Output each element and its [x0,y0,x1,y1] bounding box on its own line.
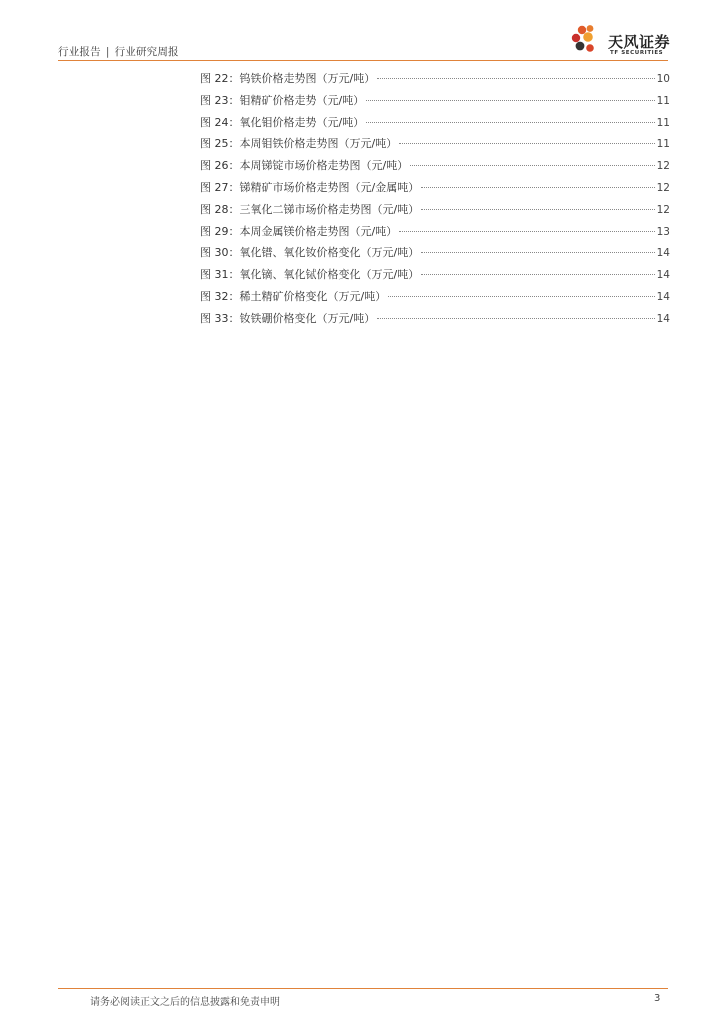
toc-dot-leader [421,209,654,210]
toc-dot-leader [410,165,654,166]
toc-entry[interactable] [200,177,670,199]
toc-entry-label: 图 27：锑精矿市场价格走势图（元/金属吨） [200,180,420,194]
toc-dot-leader [399,143,654,144]
toc-dot-leader [421,274,654,275]
toc-entry-label: 图 22：钨铁价格走势图（万元/吨） [200,72,376,85]
toc-entry[interactable] [200,286,670,308]
report-category [58,44,179,59]
toc-entry-label: 图 32：稀土精矿价格变化（万元/吨） [200,289,387,303]
toc-dot-leader [399,231,654,232]
header-divider [58,60,668,61]
toc-entry-page: 12 [656,160,670,173]
toc-entry-page: 14 [656,269,670,282]
toc-entry-page: 11 [656,94,670,107]
toc-entry[interactable] [200,264,670,286]
toc-dot-leader [421,252,654,253]
toc-entry-label: 图 28：三氧化二锑市场价格走势图（元/吨） [200,202,420,216]
page-header [0,0,724,64]
toc-entry-label: 图 29：本周金属镁价格走势图（元/吨） [200,224,398,238]
toc-dot-leader [388,296,654,297]
toc-entry-label: 图 33：钕铁硼价格变化（万元/吨） [200,311,376,325]
logo-chinese-name: 天风证券 [608,33,671,51]
toc-entry-page: 14 [656,290,670,303]
toc-entry-label: 图 25：本周钼铁价格走势图（万元/吨） [200,137,398,151]
toc-entry-page: 11 [656,116,670,129]
header-separator: | [105,46,110,58]
toc-dot-leader [366,122,654,123]
toc-entry-page: 12 [656,181,670,194]
toc-entry[interactable] [200,155,670,177]
toc-entry-page: 11 [656,138,670,151]
toc-entry[interactable] [200,242,670,264]
toc-entry[interactable] [200,68,670,90]
toc-entry-label: 图 23：钼精矿价格走势（元/吨） [200,93,365,107]
toc-entry[interactable] [200,221,670,243]
toc-entry-page: 10 [656,73,670,85]
toc-dot-leader [366,100,654,101]
tf-securities-logo [568,22,678,58]
toc-entry-label: 图 24：氧化钼价格走势（元/吨） [200,115,365,129]
figure-table-of-contents [200,68,670,330]
toc-entry-page: 14 [656,247,670,260]
toc-entry-label: 图 30：氧化镨、氧化钕价格变化（万元/吨） [200,246,420,260]
toc-dot-leader [421,187,654,188]
toc-entry[interactable] [200,133,670,155]
report-type: 行业报告 [58,46,101,58]
tf-securities-logo-icon [568,22,604,58]
toc-entry[interactable] [200,199,670,221]
page-number: 3 [654,993,661,1004]
toc-entry-label: 图 31：氧化镝、氧化铽价格变化（万元/吨） [200,268,420,282]
toc-entry-page: 12 [656,203,670,216]
toc-entry-label: 图 26：本周锑锭市场价格走势图（元/吨） [200,159,409,173]
toc-entry[interactable] [200,308,670,330]
footer-divider [58,988,668,989]
logo-english-name: TF SECURITIES [610,50,664,56]
toc-entry-page: 14 [656,312,670,325]
footer-disclaimer: 请务必阅读正文之后的信息披露和免责申明 [90,997,280,1008]
toc-entry-page: 13 [656,225,670,238]
toc-entry[interactable] [200,112,670,134]
toc-dot-leader [377,78,654,79]
report-subtype: 行业研究周报 [114,46,179,58]
toc-dot-leader [377,318,654,319]
toc-entry[interactable] [200,90,670,112]
